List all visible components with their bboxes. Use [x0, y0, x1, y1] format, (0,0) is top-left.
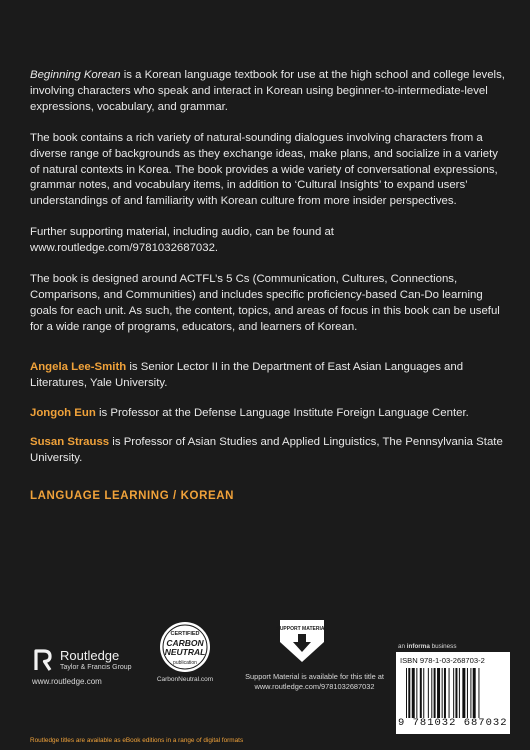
- description-paragraph-3: Further supporting material, including audio, can be found at www.routledge.com/9781032687032.: [30, 226, 334, 255]
- routledge-r-icon: [32, 648, 54, 672]
- author-name: Jongoh Eun: [30, 406, 96, 419]
- isbn-barcode: [396, 652, 510, 734]
- support-material-note: Support Material is available for this title at www.routledge.com/9781032687032: [245, 672, 384, 691]
- carbon-neutral-badge-icon: [158, 620, 212, 674]
- cover-footer: [0, 612, 530, 750]
- description-paragraph-2: The book contains a rich variety of natural-sounding dialogues involving characters from a diverse range of backgrounds as they exchange ideas, make plans, and socialize in a variety of natural contexts in Korea. The book provides a wide variety of conversational expressions, grammar notes, and vocabulary items, in addition to ‘Cultural Insights’ to expand users’ understandings of and familiarity with Korean culture from more insider perspectives.: [30, 131, 498, 208]
- isbn-number: ISBN 978-1-03-268703-2: [400, 656, 485, 665]
- svg-text:CARBON: CARBON: [166, 638, 204, 648]
- barcode-bars: [406, 668, 504, 718]
- svg-text:NEUTRAL: NEUTRAL: [164, 647, 206, 657]
- back-cover-text: [30, 68, 510, 505]
- author-name: Angela Lee-Smith: [30, 360, 127, 373]
- carbon-neutral-url: CarbonNeutral.com: [156, 676, 214, 683]
- book-title: Beginning Korean: [30, 69, 121, 81]
- publisher-name: Routledge: [60, 648, 120, 663]
- author-name: Susan Strauss: [30, 436, 110, 449]
- author-bio-3: Susan Strauss is Professor of Asian Studies and Applied Linguistics, The Pennsylvania State University.: [30, 436, 503, 465]
- description-paragraph-1: Beginning Korean is a Korean language textbook for use at the high school and college levels, involving characters who speak and interact in Korean using beginner-to-intermediate-level expressions, vocabulary, and grammar.: [30, 69, 505, 113]
- publisher-group: Taylor & Francis Group: [60, 664, 132, 671]
- informa-business-label: an informa business: [398, 643, 457, 650]
- publisher-url: www.routledge.com: [32, 677, 102, 686]
- description-paragraph-4: The book is designed around ACTFL’s 5 Cs (Communication, Cultures, Connections, Comparisons, and Communities) and includes specific proficiency-based Can-Do learning goals for each unit. As such, the content, topics, and areas of focus in this book can be useful for a wide range of programs, educators, and learners of Korean.: [30, 273, 500, 333]
- subject-category: LANGUAGE LEARNING / KOREAN: [30, 490, 235, 503]
- barcode-digits: 9 781032 687032: [398, 717, 508, 729]
- svg-text:publication: publication: [173, 660, 197, 666]
- ebook-availability-note: Routledge titles are available as eBook editions in a range of digital formats: [30, 737, 244, 744]
- support-material-badge-icon: [276, 616, 328, 666]
- author-bio-1: Angela Lee-Smith is Senior Lector II in the Department of East Asian Languages and Literatures, Yale University.: [30, 360, 464, 389]
- author-bio-2: Jongoh Eun is Professor at the Defense Language Institute Foreign Language Center.: [30, 406, 469, 419]
- svg-text:SUPPORT MATERIAL: SUPPORT MATERIAL: [276, 626, 328, 632]
- svg-text:CERTIFIED: CERTIFIED: [170, 631, 200, 637]
